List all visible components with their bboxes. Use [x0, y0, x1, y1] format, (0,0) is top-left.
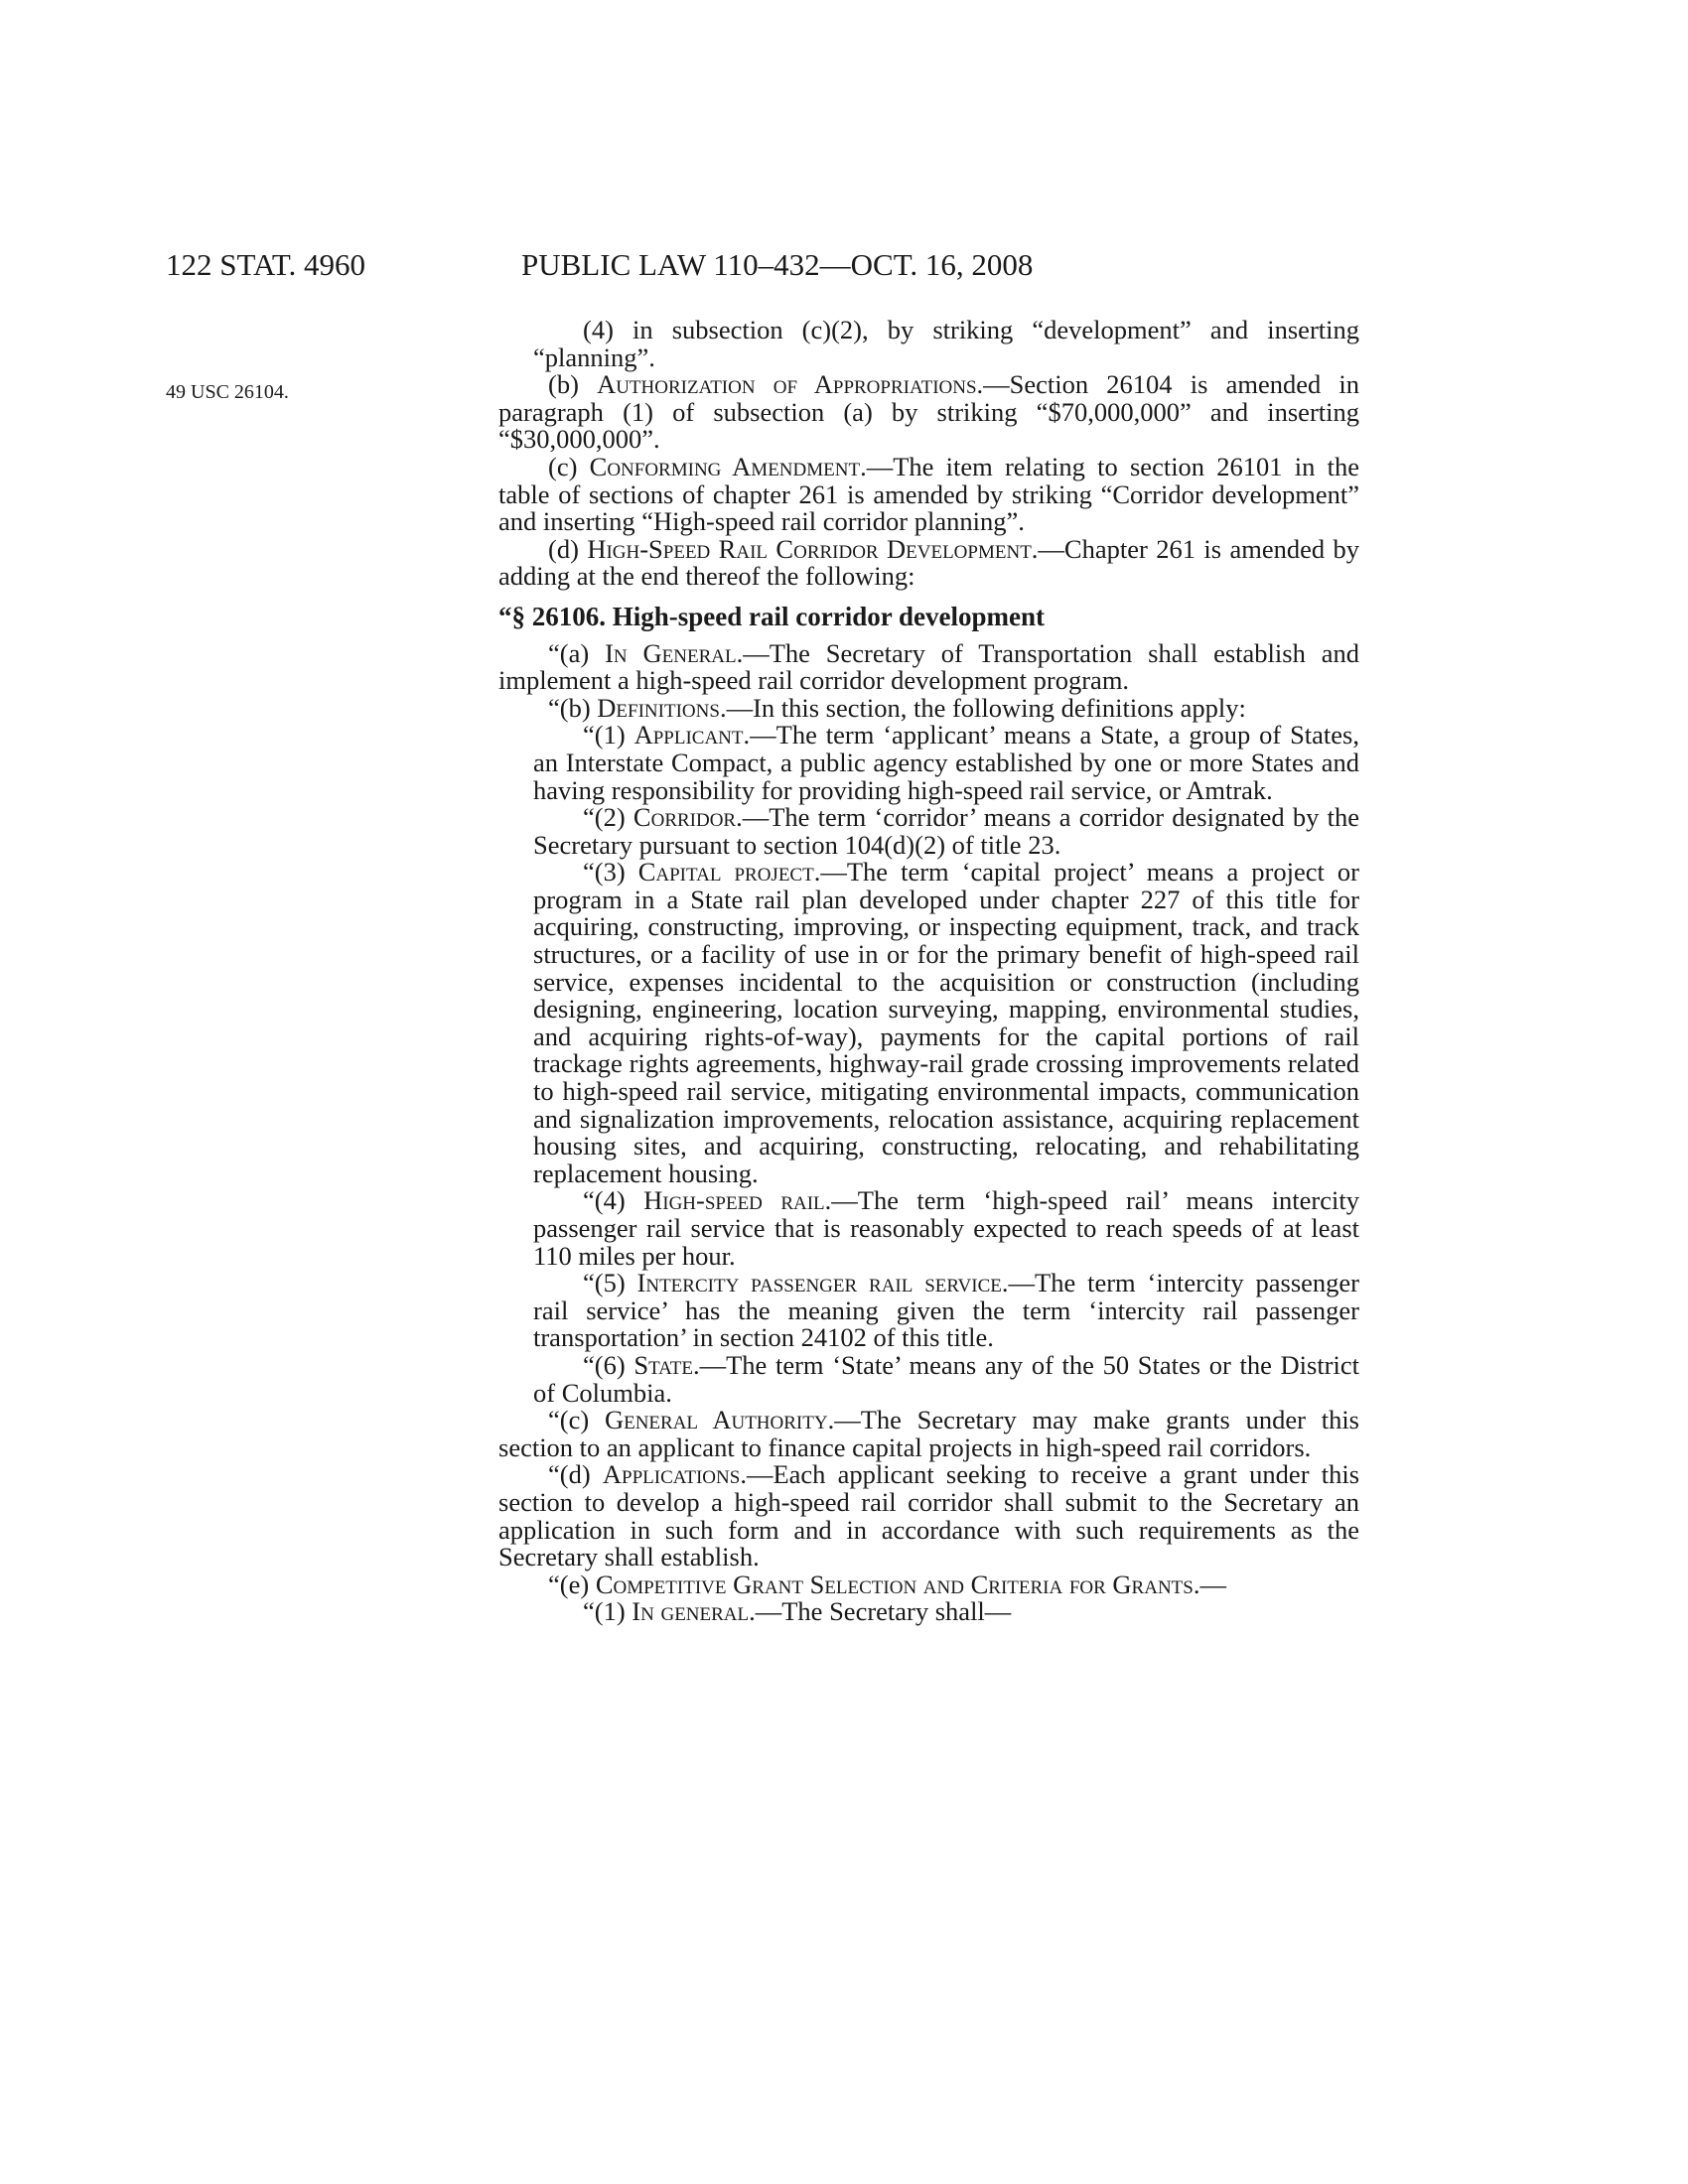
- text: .—Each applicant seeking to receive a grant under this section to develop a high-speed rail corridor shall submit to the Secretary an application in such form and in accordance with such requirements as the Secretary shall establish.: [498, 1459, 1360, 1572]
- caption: High-Speed Rail Corridor Development: [587, 533, 1032, 564]
- label: “(d): [548, 1459, 603, 1490]
- text: .—The Secretary of Transportation shall establish and implement a high-speed rail corridor development program.: [498, 637, 1359, 696]
- caption: General Authority: [604, 1405, 828, 1435]
- text: .—The term ‘intercity passenger rail service’ has the meaning given the term ‘intercity rail passenger transportation’ in section 24102 of this title.: [533, 1268, 1359, 1353]
- caption: Authorization of Appropriations: [597, 369, 977, 400]
- label: (d): [548, 533, 588, 564]
- caption: In General: [605, 637, 737, 668]
- label: “(2): [583, 802, 633, 833]
- caption: Corridor: [633, 802, 737, 833]
- definition-intercity-passenger-rail: [498, 1270, 1359, 1352]
- text: .—The term ‘applicant’ means a State, a group of States, an Interstate Compact, a public agency established by one or more States and having responsibility for providing high-speed rail service, or Amtrak.: [533, 720, 1359, 805]
- label: (c): [548, 451, 590, 481]
- label: “(5): [583, 1268, 637, 1298]
- label: “(b): [548, 692, 598, 723]
- text: .—The Secretary may make grants under this section to an applicant to finance capital projects in high-speed rail corridors.: [498, 1405, 1359, 1462]
- definition-state: [498, 1349, 1359, 1408]
- text: .—The term ‘capital project’ means a project or program in a State rail plan developed under chapter 227 of this title for acquiring, constructing, improving, or inspecting equipment, track, and track structures, or a facility of use in or for the primary benefit of high-speed rail service, expenses incidental to the acquisition or construction (including designing, engineering, location surveying, mapping, environmental studies, and acquiring rights-of-way), payments for the capital portions of rail trackage rights agreements, highway-rail grade crossing improvements related to high-speed rail service, mitigating environmental impacts, communication and signalization improvements, relocation assistance, acquiring replacement housing sites, and acquiring, constructing, relocating, and rehabilitating replacement housing.: [533, 857, 1359, 1188]
- caption: Applicant: [633, 720, 744, 751]
- subsection-d-corridor-development: [498, 533, 1359, 592]
- caption: In general: [632, 1596, 750, 1627]
- amendment-paragraph-4: (4) in subsection (c)(2), by striking “development” and inserting “planning”.: [533, 315, 1359, 372]
- definition-capital-project: [498, 859, 1359, 1187]
- label: “(6): [583, 1349, 634, 1380]
- section-d-applications: [498, 1461, 1359, 1570]
- section-a-in-general: [498, 637, 1359, 696]
- section-e-competitive-grant-selection: [498, 1571, 1359, 1599]
- subsection-c-conforming-amendment: [498, 451, 1359, 537]
- caption: Competitive Grant Selection and Criteria for Grants: [595, 1569, 1194, 1599]
- caption: Applications: [602, 1459, 741, 1490]
- label: (b): [548, 369, 598, 400]
- label: “(a): [548, 637, 606, 668]
- section-c-general-authority: [498, 1407, 1359, 1461]
- text: .—: [1193, 1569, 1226, 1599]
- caption: Conforming Amendment: [589, 451, 861, 481]
- paragraph-e1-in-general: [498, 1598, 1359, 1626]
- caption: High-speed rail: [643, 1185, 825, 1216]
- text: .—In this section, the following definitions apply:: [719, 692, 1246, 723]
- subsection-b-appropriations: [498, 371, 1359, 454]
- text: .—Chapter 261 is amended by adding at the end thereof the following:: [498, 533, 1359, 592]
- label: “(e): [548, 1569, 596, 1599]
- margin-note-usc-citation: 49 USC 26104.: [166, 381, 289, 403]
- definition-high-speed-rail: [498, 1187, 1359, 1270]
- definition-corridor: [498, 804, 1359, 859]
- caption: Intercity passenger rail service: [636, 1268, 1002, 1298]
- label: “(1): [583, 1596, 633, 1627]
- caption: State: [633, 1349, 693, 1380]
- text: .—The item relating to section 26101 in the table of sections of chapter 261 is amended by striking “Corridor development” and inserting “High-speed rail corridor planning”.: [498, 451, 1359, 537]
- definition-applicant: [498, 722, 1359, 804]
- label: “(3): [583, 857, 638, 887]
- caption: Capital project: [637, 857, 814, 887]
- section-b-definitions: [498, 692, 1359, 723]
- stat-page-reference: 122 STAT. 4960: [166, 247, 366, 282]
- text: .—Section 26104 is amended in paragraph (1) of subsection (a) by striking “$70,000,000” and inserting “$30,000,000”.: [498, 369, 1359, 455]
- text: .—The term ‘corridor’ means a corridor designated by the Secretary pursuant to section 104(d)(2) of title 23.: [533, 802, 1359, 860]
- statute-text-body: [498, 317, 1359, 1626]
- caption: Definitions: [597, 692, 720, 723]
- label: “(c): [548, 1405, 605, 1435]
- label: “(1): [583, 720, 634, 751]
- label: “(4): [583, 1185, 644, 1216]
- running-head-law-title: PUBLIC LAW 110–432—OCT. 16, 2008: [521, 247, 1034, 282]
- text: .—The term ‘State’ means any of the 50 States or the District of Columbia.: [533, 1349, 1359, 1408]
- text: .—The Secretary shall—: [749, 1596, 1012, 1627]
- section-heading: “§ 26106. High-speed rail corridor development: [498, 601, 1045, 631]
- text: .—The term ‘high-speed rail’ means intercity passenger rail service that is reasonably expected to reach speeds of at least 110 miles per hour.: [533, 1185, 1359, 1271]
